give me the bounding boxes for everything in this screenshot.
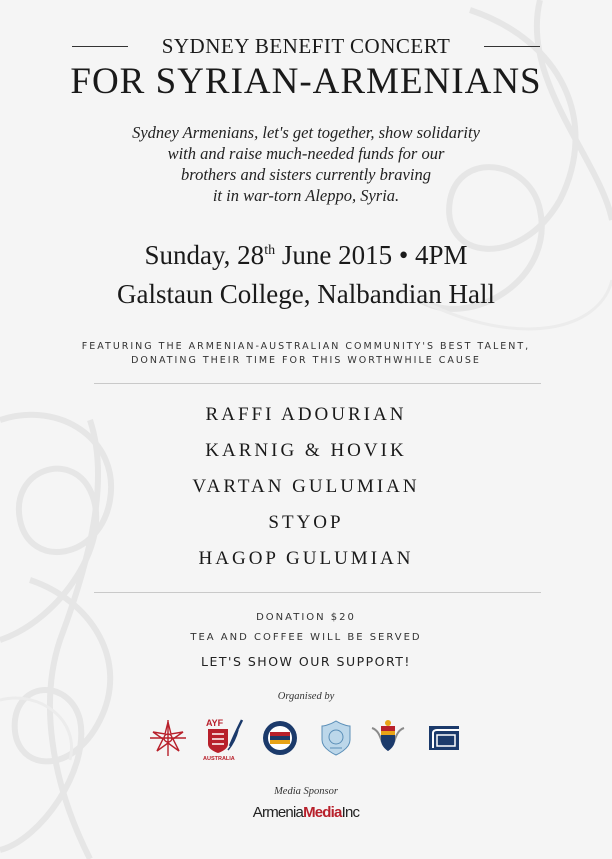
event-subtitle: SYDNEY BENEFIT CONCERT	[161, 34, 451, 58]
ayf-sub-label: AUSTRALIA	[203, 756, 235, 762]
date-rest: June 2015 • 4PM	[275, 240, 468, 270]
winged-shield-logo	[368, 718, 408, 758]
navy-square-logo	[424, 718, 464, 758]
event-venue: Galstaun College, Nalbandian Hall	[117, 279, 495, 309]
performer-name: HAGOP GULUMIAN	[198, 548, 414, 569]
intro-line: it in war-torn Aleppo, Syria.	[212, 186, 400, 205]
intro-line: brothers and sisters currently braving	[181, 165, 431, 184]
featuring-line: FEATURING THE ARMENIAN-AUSTRALIAN COMMUNITY'S BEST TALENT,	[81, 341, 531, 352]
performer-name: VARTAN GULUMIAN	[192, 476, 420, 497]
ayf-label: AYF	[206, 718, 224, 728]
ayf-australia-logo	[200, 716, 246, 762]
performer-list	[0, 402, 612, 582]
performer-name: STYOP	[268, 512, 344, 533]
intro-line: Sydney Armenians, let's get together, show solidarity	[132, 123, 480, 142]
circle-flag-logo	[260, 718, 300, 758]
media-logo-part: Inc	[341, 804, 360, 821]
star-emblem-logo	[148, 718, 188, 758]
intro-line: with and raise much-needed funds for our	[167, 144, 445, 163]
media-logo-part: Media	[303, 804, 342, 821]
light-blue-crest-logo	[316, 718, 356, 758]
event-date	[0, 240, 612, 271]
divider-top	[94, 383, 541, 384]
featuring-line: DONATING THEIR TIME FOR THIS WORTHWHILE CAUSE	[131, 355, 481, 366]
media-logo-part: Armenia	[252, 804, 304, 821]
donation-info: DONATION $20	[256, 612, 356, 623]
intro-paragraph	[106, 122, 506, 206]
organised-by-label: Organised by	[277, 691, 335, 702]
media-sponsor-label: Media Sponsor	[274, 786, 338, 797]
performer-name: KARNIG & HOVIK	[205, 440, 407, 461]
date-suffix: th	[264, 243, 276, 258]
event-title: FOR SYRIAN-ARMENIANS	[70, 61, 542, 102]
support-slogan: LET'S SHOW OUR SUPPORT!	[201, 654, 411, 669]
armenia-media-logo	[0, 804, 612, 821]
organiser-logos	[0, 718, 612, 766]
divider-bottom	[94, 592, 541, 593]
performer-name: RAFFI ADOURIAN	[205, 404, 407, 425]
featuring-note	[0, 340, 612, 368]
refreshments-info: TEA AND COFFEE WILL BE SERVED	[190, 632, 422, 643]
date-prefix: Sunday, 28	[144, 240, 265, 270]
